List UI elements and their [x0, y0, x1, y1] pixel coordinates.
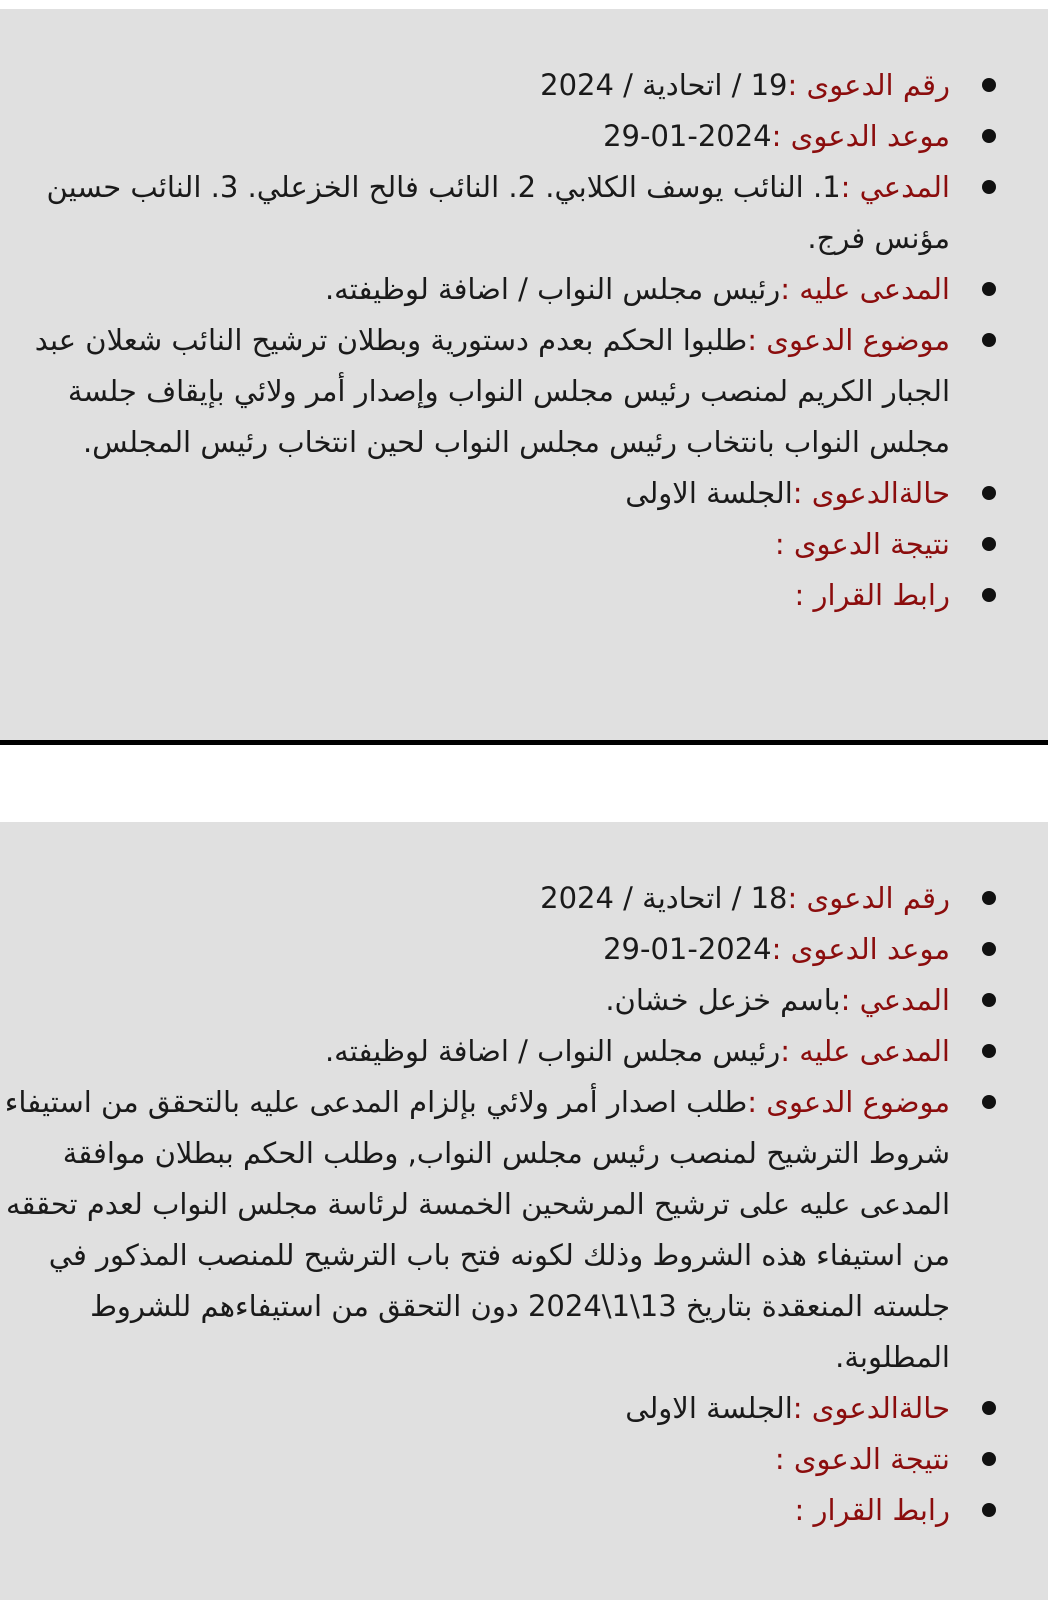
bullet-icon: [982, 1503, 996, 1517]
plaintiff-item: [0, 162, 1048, 264]
case-subject-label: موضوع الدعوى :: [747, 323, 950, 357]
case-details-list: [0, 873, 1048, 1536]
case-card: [0, 822, 1048, 1600]
bullet-icon: [982, 1095, 996, 1109]
bullet-icon: [982, 891, 996, 905]
case-number-value: 19 / اتحادية / 2024: [540, 68, 788, 102]
case-date-label: موعد الدعوى :: [771, 932, 950, 966]
bullet-icon: [982, 1452, 996, 1466]
defendant-item: [0, 1026, 1048, 1077]
bullet-icon: [982, 1401, 996, 1415]
case-status-value: الجلسة الاولى: [625, 476, 793, 510]
bullet-icon: [982, 993, 996, 1007]
decision-link-label: رابط القرار :: [794, 1493, 950, 1527]
bullet-icon: [982, 1044, 996, 1058]
bullet-icon: [982, 588, 996, 602]
case-subject-value: طلب اصدار أمر ولائي بإلزام المدعى عليه بالتحقق من استيفاء شروط الترشيح لمنصب رئيس مجلس النواب, وطلب الحكم ببطلان موافقة المدعى عليه على ترشيح المرشحين الخمسة لرئاسة مجلس النواب لعدم تحققه من استيفاء هذه الشروط وذلك لكونه فتح باب الترشيح للمنصب المذكور في جلسته المنعقدة بتاريخ 13\1\2024 دون التحقق من استيفاءهم للشروط المطلوبة.: [4, 1085, 950, 1374]
defendant-value: رئيس مجلس النواب / اضافة لوظيفته.: [324, 1034, 781, 1068]
plaintiff-label: المدعي :: [840, 983, 950, 1017]
defendant-label: المدعى عليه :: [780, 1034, 950, 1068]
bullet-icon: [982, 486, 996, 500]
plaintiff-label: المدعي :: [840, 170, 950, 204]
case-number-label: رقم الدعوى :: [787, 68, 950, 102]
plaintiff-value: باسم خزعل خشان.: [605, 983, 841, 1017]
decision-link-item: [0, 1485, 1048, 1536]
bullet-icon: [982, 129, 996, 143]
case-status-item: [0, 1383, 1048, 1434]
case-details-list: [0, 60, 1048, 621]
case-status-value: الجلسة الاولى: [625, 1391, 793, 1425]
case-date-label: موعد الدعوى :: [771, 119, 950, 153]
plaintiff-value: 1. النائب يوسف الكلابي. 2. النائب فالح الخزعلي. 3. النائب حسين مؤنس فرج.: [46, 170, 950, 255]
case-number-value: 18 / اتحادية / 2024: [540, 881, 788, 915]
bullet-icon: [982, 942, 996, 956]
defendant-item: [0, 264, 1048, 315]
case-subject-label: موضوع الدعوى :: [747, 1085, 950, 1119]
bullet-icon: [982, 537, 996, 551]
case-result-label: نتيجة الدعوى :: [774, 1442, 950, 1476]
case-status-item: [0, 468, 1048, 519]
plaintiff-item: [0, 975, 1048, 1026]
decision-link-item: [0, 570, 1048, 621]
defendant-value: رئيس مجلس النواب / اضافة لوظيفته.: [324, 272, 781, 306]
case-subject-value: طلبوا الحكم بعدم دستورية وبطلان ترشيح النائب شعلان عبد الجبار الكريم لمنصب رئيس مجلس النواب وإصدار أمر ولائي بإيقاف جلسة مجلس النواب بانتخاب رئيس مجلس النواب لحين انتخاب رئيس المجلس.: [34, 323, 950, 459]
bullet-icon: [982, 282, 996, 296]
defendant-label: المدعى عليه :: [780, 272, 950, 306]
bullet-icon: [982, 180, 996, 194]
case-number-item: [0, 60, 1048, 111]
decision-link-label: رابط القرار :: [794, 578, 950, 612]
case-date-item: [0, 924, 1048, 975]
bullet-icon: [982, 78, 996, 92]
case-subject-item: [0, 315, 1048, 468]
case-result-label: نتيجة الدعوى :: [774, 527, 950, 561]
case-number-label: رقم الدعوى :: [787, 881, 950, 915]
case-subject-item: [0, 1077, 1048, 1383]
case-result-item: [0, 519, 1048, 570]
case-date-value: 2024-01-29: [603, 119, 772, 153]
case-status-label: حالةالدعوى :: [792, 476, 950, 510]
case-date-item: [0, 111, 1048, 162]
case-status-label: حالةالدعوى :: [792, 1391, 950, 1425]
case-number-item: [0, 873, 1048, 924]
case-result-item: [0, 1434, 1048, 1485]
bullet-icon: [982, 333, 996, 347]
case-card: [0, 9, 1048, 745]
case-date-value: 2024-01-29: [603, 932, 772, 966]
